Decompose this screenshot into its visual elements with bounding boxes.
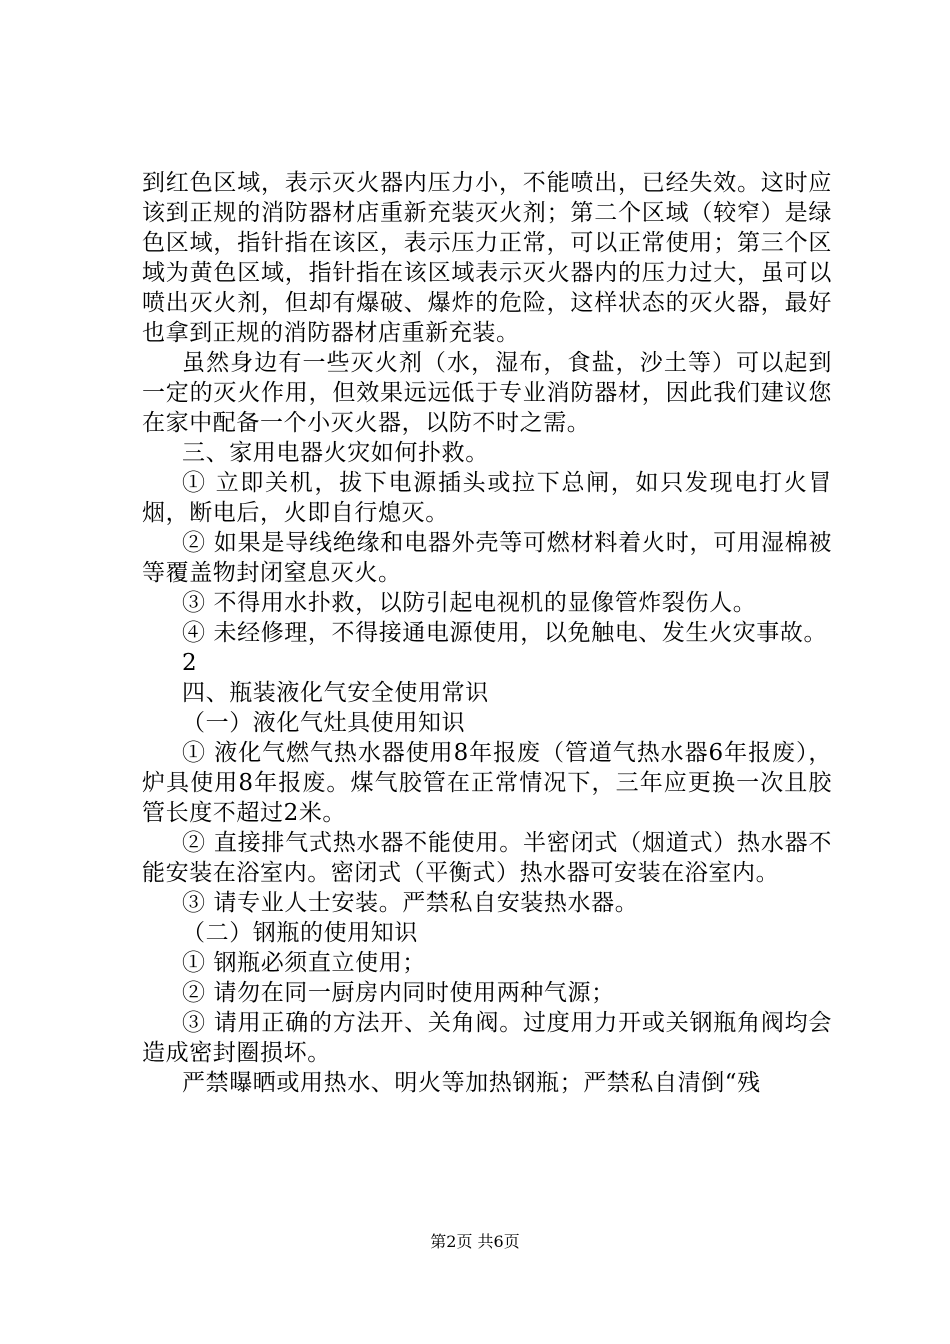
inline-page-number: 2 [182,650,198,676]
list-item-appliance-2: ② 如果是导线绝缘和电器外壳等可燃材料着火时，可用湿棉被等覆盖物封闭窒息灭火。 [142,530,832,586]
page-footer: 第2页 共6页 [430,1232,520,1251]
list-item-stove-1: ① 液化气燃气热水器使用8年报废（管道气热水器6年报废），炉具使用8年报废。煤气胶管在正常情况下，三年应更换一次且胶管长度不超过2米。 [142,740,832,826]
section-heading-lpg-safety: 四、瓶装液化气安全使用常识 [182,680,489,706]
section-heading-appliance-fire: 三、家用电器火灾如何扑救。 [182,440,489,466]
paragraph-cylinder-warning: 严禁曝晒或用热水、明火等加热钢瓶；严禁私自清倒“残 [182,1070,761,1096]
list-item-cylinder-3: ③ 请用正确的方法开、关角阀。过度用力开或关钢瓶角阀均会造成密封圈损坏。 [142,1010,832,1066]
document-body [142,168,832,1098]
list-item-appliance-4: ④ 未经修理，不得接通电源使用，以免触电、发生火灾事故。 [182,620,828,646]
subsection-heading-cylinder: （二）钢瓶的使用知识 [182,920,418,946]
paragraph-pressure-gauge: 到红色区域，表示灭火器内压力小，不能喷出，已经失效。这时应该到正规的消防器材店重新充装灭火剂；第二个区域（较窄）是绿色区域，指针指在该区，表示压力正常，可以正常使用；第三个区域为黄色区域，指针指在该区域表示灭火器内的压力过大，虽可以喷出灭火剂，但却有爆破、爆炸的危险，这样状态的灭火器，最好也拿到正规的消防器材店重新充装。 [142,170,832,346]
list-item-stove-3: ③ 请专业人士安装。严禁私自安装热水器。 [182,890,639,916]
list-item-cylinder-1: ① 钢瓶必须直立使用； [182,950,426,976]
list-item-appliance-1: ① 立即关机，拔下电源插头或拉下总闸，如只发现电打火冒烟，断电后，火即自行熄灭。 [142,470,832,526]
list-item-cylinder-2: ② 请勿在同一厨房内同时使用两种气源； [182,980,615,1006]
subsection-heading-stove: （一）液化气灶具使用知识 [182,710,466,736]
list-item-appliance-3: ③ 不得用水扑救，以防引起电视机的显像管炸裂伤人。 [182,590,757,616]
paragraph-extinguisher-advice: 虽然身边有一些灭火剂（水，湿布，食盐，沙土等）可以起到一定的灭火作用，但效果远远低于专业消防器材，因此我们建议您在家中配备一个小灭火器，以防不时之需。 [142,350,832,436]
list-item-stove-2: ② 直接排气式热水器不能使用。半密闭式（烟道式）热水器不能安装在浴室内。密闭式（平衡式）热水器可安装在浴室内。 [142,830,832,886]
